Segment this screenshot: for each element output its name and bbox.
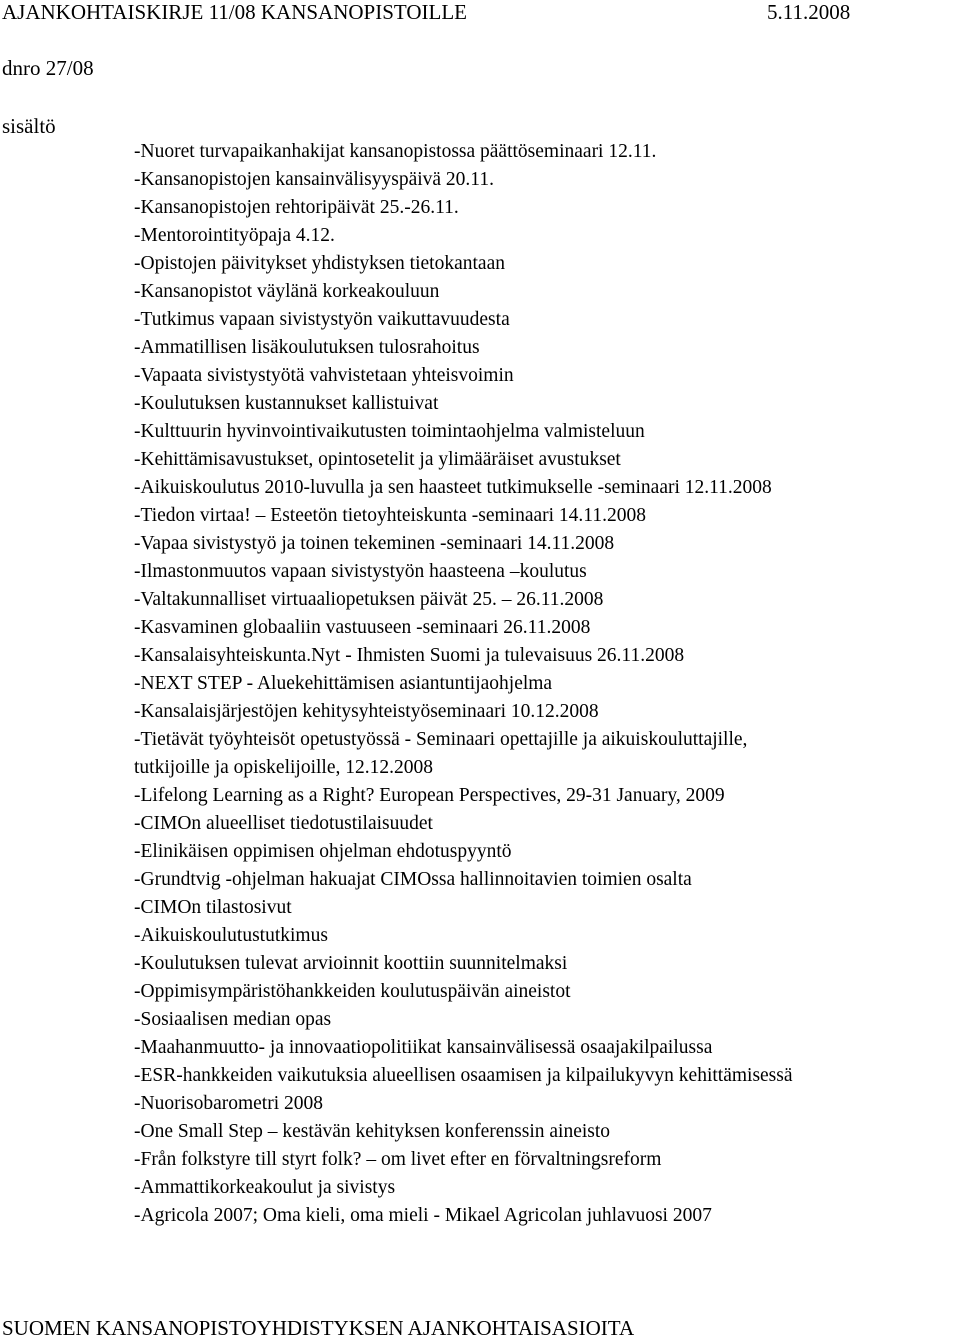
contents-item: -Kansanopistojen kansainvälisyyspäivä 20.11. [134,169,494,190]
reference-number: dnro 27/08 [2,56,94,80]
contents-label: sisältö [2,114,56,138]
contents-item: -Kansalaisjärjestöjen kehitysyhteistyöseminaari 10.12.2008 [134,701,599,722]
contents-item: -CIMOn tilastosivut [134,897,292,918]
contents-item: -Ilmastonmuutos vapaan sivistystyön haasteena –koulutus [134,561,587,582]
contents-item: -Vapaa sivistystyö ja toinen tekeminen -seminaari 14.11.2008 [134,533,615,554]
contents-item: -Kehittämisavustukset, opintosetelit ja ylimääräiset avustukset [134,449,621,470]
document-date: 5.11.2008 [767,0,851,24]
contents-item: -Opistojen päivitykset yhdistyksen tietokantaan [134,253,505,274]
contents-item: -Från folkstyre till styrt folk? – om livet efter en förvaltningsreform [134,1149,662,1170]
contents-list [134,138,960,1230]
contents-item: -Aikuiskoulutus 2010-luvulla ja sen haasteet tutkimukselle -seminaari 12.11.2008 [134,477,772,498]
contents-item: -Grundtvig -ohjelman hakuajat CIMOssa hallinnoitavien toimien osalta [134,869,692,890]
contents-item: -Nuorisobarometri 2008 [134,1093,324,1114]
contents-item: -Nuoret turvapaikanhakijat kansanopistossa päättöseminaari 12.11. [134,141,657,162]
contents-item: -Koulutuksen tulevat arvioinnit koottiin suunnitelmaksi [134,953,568,974]
contents-item: -Tutkimus vapaan sivistystyön vaikuttavuudesta [134,309,510,330]
contents-item: -Mentorointityöpaja 4.12. [134,225,335,246]
contents-item: -Maahanmuutto- ja innovaatiopolitiikat kansainvälisessä osaajakilpailussa [134,1037,713,1058]
contents-item: -Kansanopistojen rehtoripäivät 25.-26.11. [134,197,459,218]
contents-item: -Tietävät työyhteisöt opetustyössä - Seminaari opettajille ja aikuiskouluttajille, [134,729,748,750]
contents-item: -Agricola 2007; Oma kieli, oma mieli - Mikael Agricolan juhlavuosi 2007 [134,1205,712,1226]
contents-item: -CIMOn alueelliset tiedotustilaisuudet [134,813,433,834]
contents-item: -One Small Step – kestävän kehityksen konferenssin aineisto [134,1121,611,1142]
contents-item: -Ammatillisen lisäkoulutuksen tulosrahoitus [134,337,480,358]
contents-item: -Lifelong Learning as a Right? European Perspectives, 29-31 January, 2009 [134,785,725,806]
contents-item: -Oppimisympäristöhankkeiden koulutuspäivän aineistot [134,981,571,1002]
contents-item: -Valtakunnalliset virtuaaliopetuksen päivät 25. – 26.11.2008 [134,589,604,610]
document-header [2,0,952,24]
contents-item: -NEXT STEP - Aluekehittämisen asiantuntijaohjelma [134,673,553,694]
contents-item: -ESR-hankkeiden vaikutuksia alueellisen osaamisen ja kilpailukyvyn kehittämisessä [134,1065,793,1086]
document-footer: SUOMEN KANSANOPISTOYHDISTYKSEN AJANKOHTAISASIOITA [2,1316,635,1340]
contents-item: -Kasvaminen globaaliin vastuuseen -seminaari 26.11.2008 [134,617,591,638]
contents-item-continuation: tutkijoille ja opiskelijoille, 12.12.2008 [134,757,433,778]
contents-item: -Elinikäisen oppimisen ohjelman ehdotuspyyntö [134,841,512,862]
contents-item: -Kansalaisyhteiskunta.Nyt - Ihmisten Suomi ja tulevaisuus 26.11.2008 [134,645,685,666]
contents-item: -Kansanopistot väylänä korkeakouluun [134,281,440,302]
contents-item: -Vapaata sivistystyötä vahvistetaan yhteisvoimin [134,365,514,386]
contents-item: -Aikuiskoulutustutkimus [134,925,328,946]
contents-item: -Kulttuurin hyvinvointivaikutusten toimintaohjelma valmisteluun [134,421,645,442]
document-title: AJANKOHTAISKIRJE 11/08 KANSANOPISTOILLE [2,0,467,24]
contents-item: -Tiedon virtaa! – Esteetön tietoyhteiskunta -seminaari 14.11.2008 [134,505,646,526]
contents-item: -Ammattikorkeakoulut ja sivistys [134,1177,396,1198]
contents-item: -Koulutuksen kustannukset kallistuivat [134,393,439,414]
contents-item: -Sosiaalisen median opas [134,1009,332,1030]
